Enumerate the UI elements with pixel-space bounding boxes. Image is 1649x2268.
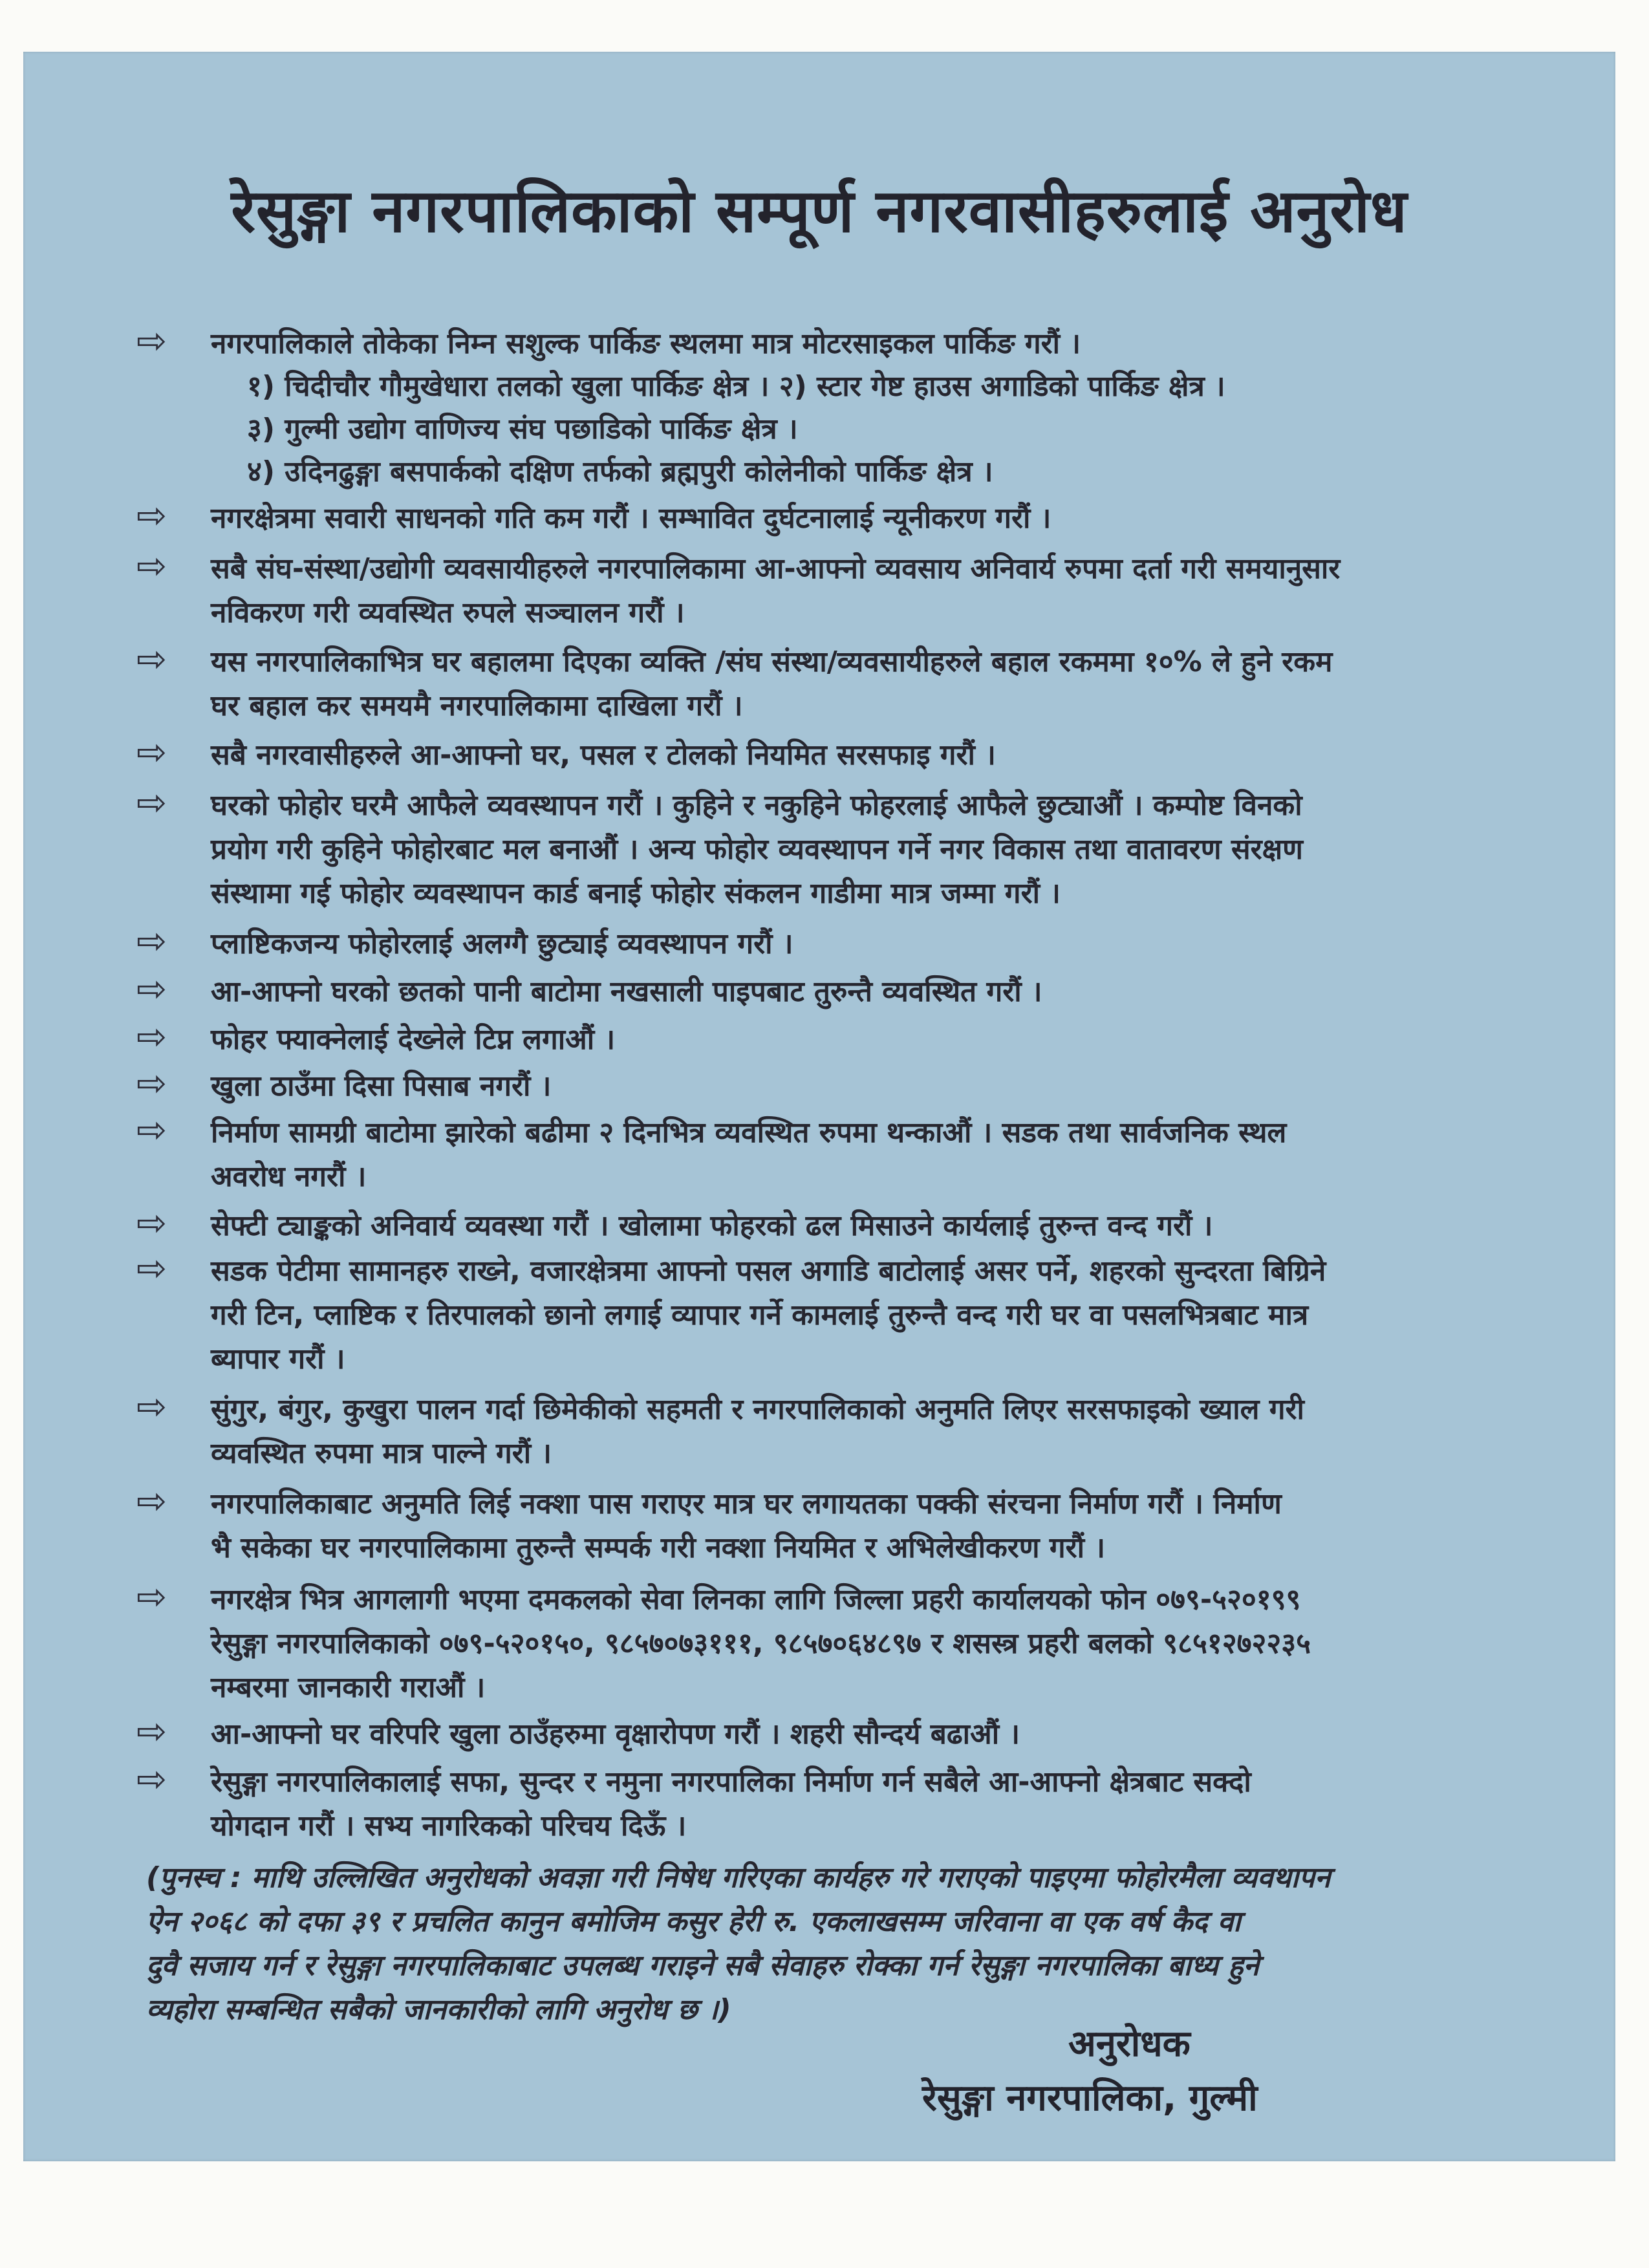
list-item-text: खुला ठाउँमा दिसा पिसाब नगरौं । — [211, 1070, 552, 1103]
arrow-icon: ⇨ — [136, 545, 167, 587]
arrow-icon: ⇨ — [136, 1386, 167, 1428]
list-subitem-text: १) चिदीचौर गौमुखेधारा तलको खुला पार्किङ क्षेत्र । २) स्टार गेष्ट हाउस अगाडिको पार्किङ क्षेत्र । — [247, 370, 1225, 403]
signature-org: रेसुङ्गा नगरपालिका, गुल्मी — [922, 2077, 1258, 2119]
list-item-text: यस नगरपालिकाभित्र घर बहालमा दिएका व्यक्ति /संघ संस्था/व्यवसायीहरुले बहाल रकममा १०% ले हुने रकम घर बहाल कर समयमै नगरपालिकामा दाखिला गरौं । — [211, 645, 1333, 722]
list-item-text: नगरपालिकाले तोकेका निम्न सशुल्क पार्किङ स्थलमा मात्र मोटरसाइकल पार्किङ गरौं । — [211, 327, 1081, 360]
list-item-text: रेसुङ्गा नगरपालिकालाई सफा, सुन्दर र नमुना नगरपालिका निर्माण गर्न सबैले आ-आफ्नो क्षेत्रबाट सक्दो योगदान गरौं । सभ्य नागरिकको परिचय दिऊँ । — [211, 1766, 1251, 1842]
arrow-icon: ⇨ — [136, 1063, 167, 1105]
arrow-icon: ⇨ — [136, 920, 167, 962]
arrow-icon: ⇨ — [136, 1576, 167, 1618]
list-subitem-text: ३) गुल्मी उद्योग वाणिज्य संघ पछाडिको पार्किङ क्षेत्र । — [247, 413, 798, 446]
list-item-text: निर्माण सामग्री बाटोमा झारेको बढीमा २ दिनभित्र व्यवस्थित रुपमा थन्काऔं । सडक तथा सार्वजनिक स्थल अवरोध नगरौं । — [211, 1116, 1287, 1193]
arrow-icon: ⇨ — [136, 1202, 167, 1244]
list-item-text: सडक पेटीमा सामानहरु राख्ने, वजारक्षेत्रमा आफ्नो पसल अगाडि बाटोलाई असर पर्ने, शहरको सुन्दरता बिग्रिने गरी टिन, प्लाष्टिक र तिरपालको छानो लगाई व्यापार गर्ने कामलाई तुरुन्तै वन्द गरी घर वा पसलभित्रबाट मात्र ब्यापार गरौं । — [211, 1255, 1326, 1376]
arrow-icon: ⇨ — [136, 782, 167, 824]
arrow-icon: ⇨ — [136, 495, 167, 537]
postscript-note: (पुनस्च : माथि उल्लिखित अनुरोधको अवज्ञा गरी निषेध गरिएका कार्यहरु गरे गराएको पाइएमा फोहोरमैला व्यवथापन ऐन २०६८ को दफा ३९ र प्रचलित कानुन बमोजिम कसुर हेरी रु. एकलाखसम्म जरिवाना वा एक वर्ष कैद वा दुवै सजाय गर्न र रेसुङ्गा नगरपालिकाबाट उपलब्ध गराइने सबै सेवाहरु रोक्का गर्न रेसुङ्गा नगरपालिका बाध्य हुने व्यहोरा सम्बन्धित सबैको जानकारीको लागि अनुरोध छ ।) — [146, 1861, 1331, 2026]
list-item-text: घरको फोहोर घरमै आफैले व्यवस्थापन गरौं । कुहिने र नकुहिने फोहरलाई आफैले छुट्याऔं । कम्पोष्ट विनको प्रयोग गरी कुहिने फोहोरबाट मल बनाऔं । अन्य फोहोर व्यवस्थापन गर्ने नगर विकास तथा वातावरण संरक्षण संस्थामा गई फोहोर व्यवस्थापन कार्ड बनाई फोहोर संकलन गाडीमा मात्र जम्मा गरौं । — [211, 789, 1303, 910]
list-item-text: आ-आफ्नो घर वरिपरि खुला ठाउँहरुमा वृक्षारोपण गरौं । शहरी सौन्दर्य बढाऔं । — [211, 1718, 1020, 1751]
arrow-icon: ⇨ — [136, 1480, 167, 1522]
list-item-text: नगरक्षेत्रमा सवारी साधनको गति कम गरौं । सम्भावित दुर्घटनालाई न्यूनीकरण गरौं । — [211, 502, 1051, 535]
arrow-icon: ⇨ — [136, 968, 167, 1010]
arrow-icon: ⇨ — [136, 638, 167, 680]
list-item-text: सेफ्टी ट्याङ्कको अनिवार्य व्यवस्था गरौं । खोलामा फोहरको ढल मिसाउने कार्यलाई तुरुन्त वन्द गरौं । — [211, 1209, 1213, 1242]
list-item-text: नगरक्षेत्र भित्र आगलागी भएमा दमकलको सेवा लिनका लागि जिल्ला प्रहरी कार्यालयको फोन ०७९-५२०१९९ रेसुङ्गा नगरपालिकाको ०७९-५२०१५०, ९८५७०७३१११, ९८५७०६४८९७ र शसस्त्र प्रहरी बलको ९८५१२७२२३५ नम्बरमा जानकारी गराऔं । — [211, 1583, 1311, 1704]
list-subitem-text: ४) उदिनढुङ्गा बसपार्कको दक्षिण तर्फको ब्रह्मपुरी कोलेनीको पार्किङ क्षेत्र । — [247, 455, 993, 488]
arrow-icon: ⇨ — [136, 1016, 167, 1058]
arrow-icon: ⇨ — [136, 1109, 167, 1151]
list-item-text: सबै नगरवासीहरुले आ-आफ्नो घर, पसल र टोलको नियमित सरसफाइ गरौं । — [211, 739, 996, 772]
arrow-icon: ⇨ — [136, 320, 167, 362]
arrow-icon: ⇨ — [136, 1247, 167, 1290]
list-item-text: नगरपालिकाबाट अनुमति लिई नक्शा पास गराएर मात्र घर लगायतका पक्की संरचना निर्माण गरौं । निर्माण भै सकेका घर नगरपालिकामा तुरुन्तै सम्पर्क गरी नक्शा नियमित र अभिलेखीकरण गरौं । — [211, 1487, 1282, 1564]
signature-role: अनुरोधक — [1068, 2023, 1191, 2065]
list-item-text: सबै संघ-संस्था/उद्योगी व्यवसायीहरुले नगरपालिकामा आ-आफ्नो व्यवसाय अनिवार्य रुपमा दर्ता गरी समयानुसार नविकरण गरी व्यवस्थित रुपले सञ्चालन गरौं । — [211, 552, 1341, 629]
notice-sheet — [23, 52, 1615, 2161]
list-item-text: सुंगुर, बंगुर, कुखुरा पालन गर्दा छिमेकीको सहमती र नगरपालिकाको अनुमति लिएर सरसफाइको ख्याल गरी व्यवस्थित रुपमा मात्र पाल्ने गरौं । — [211, 1393, 1304, 1470]
list-item-text: आ-आफ्नो घरको छतको पानी बाटोमा नखसाली पाइपबाट तुरुन्तै व्यवस्थित गरौं । — [211, 975, 1042, 1008]
arrow-icon: ⇨ — [136, 1711, 167, 1753]
list-item-text: प्लाष्टिकजन्य फोहोरलाई अलग्गै छुट्याई व्यवस्थापन गरौं । — [211, 927, 793, 960]
notice-title: रेसुङ्गा नगरपालिकाको सम्पूर्ण नगरवासीहरुलाई अनुरोध — [231, 177, 1408, 246]
arrow-icon: ⇨ — [136, 1758, 167, 1800]
arrow-icon: ⇨ — [136, 731, 167, 773]
list-item-text: फोहर फ्याक्नेलाई देख्नेले टिप्न लगाऔं । — [211, 1023, 616, 1056]
